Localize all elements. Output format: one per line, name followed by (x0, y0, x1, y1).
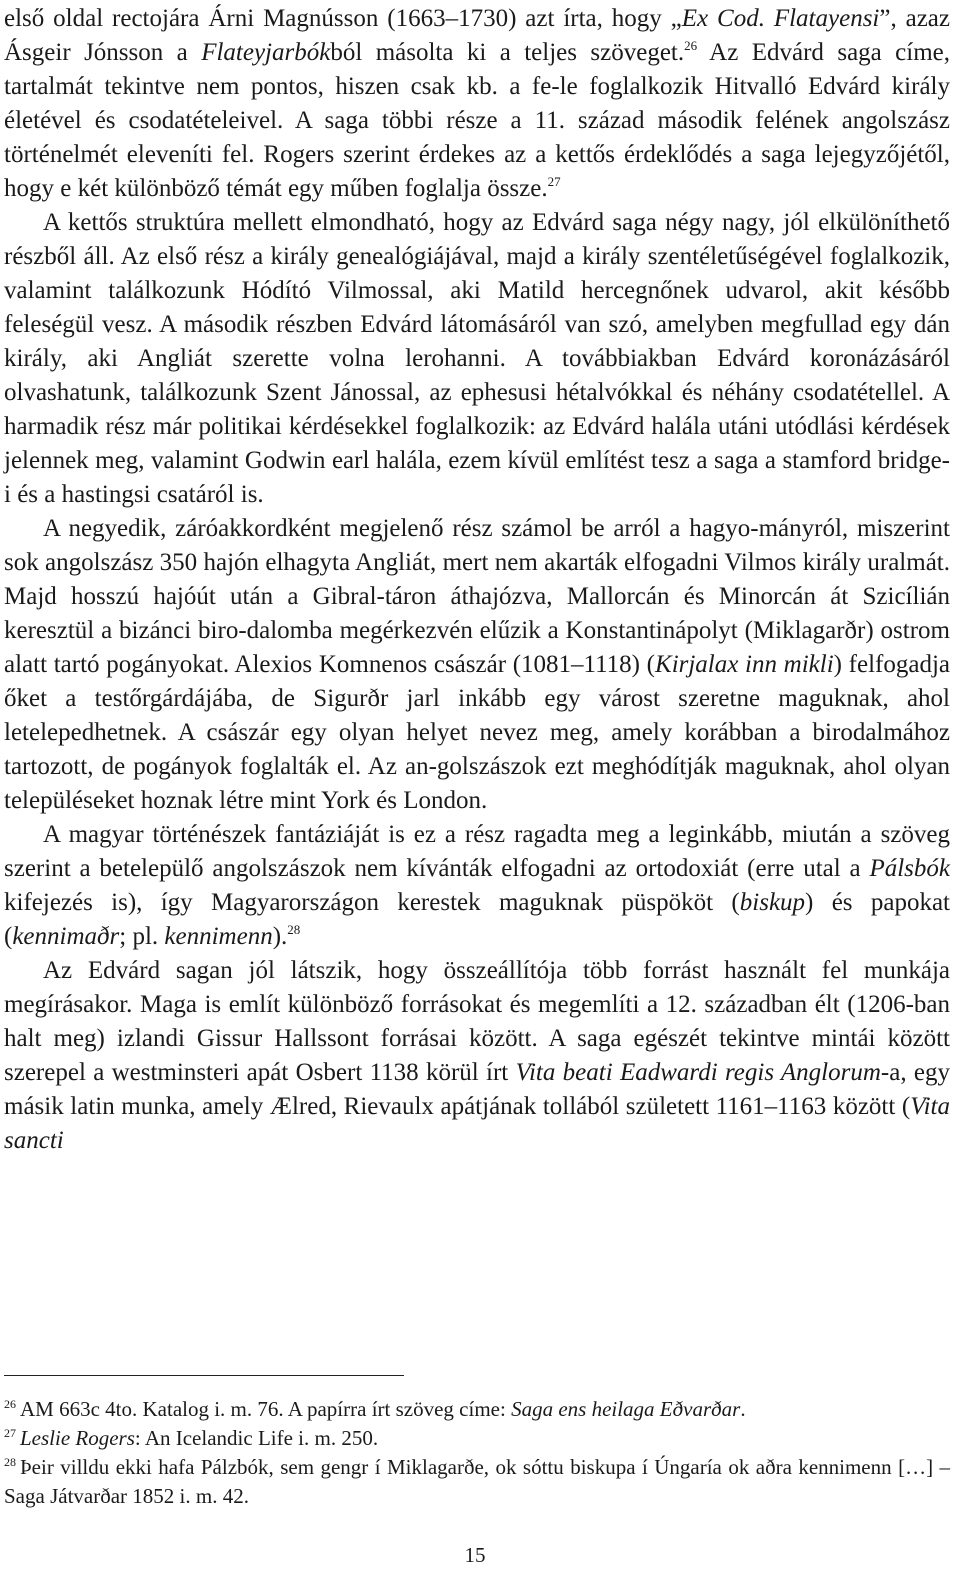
italic-run: biskup (739, 889, 806, 916)
footnote-ref-28[interactable]: 28 (287, 922, 301, 937)
page-number: 15 (464, 1543, 486, 1567)
footnote-number: 28 (4, 1455, 16, 1469)
text-run: ). (272, 923, 288, 950)
italic-run: kennimaðr (12, 923, 120, 950)
footnote-27 (4, 1424, 950, 1453)
text-run: ból másolta ki a teljes szöveget. (330, 39, 685, 66)
text-run: A negyedik, záróakkordként megjelenő rész számol be arról a hagyo-mányról, miszerint sok angolszász 350 hajón elhagyta Angliát, mert nem akarták elfogadni Vilmos király uralmát. Majd hosszú hajóút után a Gibral-táron áthajózva, Mallorcán és Minorcán át Szicílián keresztül a bizánci biro-dalomba megérkezvén elűzik a Konstantinápolyt (Miklagarðr) ostrom alatt tartó pogányokat. Alexios Komnenos császár (1081–1118) ( (4, 515, 950, 678)
footnote-ref-27[interactable]: 27 (547, 174, 561, 189)
footnote-26 (4, 1395, 950, 1424)
text-run: ) és papokat ( (4, 889, 950, 950)
text-run: első oldal rectojára Árni Magnússon (1663–1730) azt írta, hogy „ (4, 5, 682, 32)
footnote-divider (4, 1375, 404, 1376)
footnote-28 (4, 1453, 950, 1511)
italic-run: kennimenn (164, 923, 273, 950)
italic-run: Flateyjarbók (201, 39, 331, 66)
italic-run: Kirjalax inn mikli (655, 651, 834, 678)
paragraph-4 (4, 818, 950, 954)
footnote-text: Þeir villdu ekki hafa Pálzbók, sem gengr í Miklagarðe, ok sóttu biskupa í Úngaría ok aðra kennimenn […] – Saga Játvarðar 1852 i. m. 42. (4, 1455, 950, 1508)
footnote-text: . (740, 1397, 746, 1421)
text-run: ; pl. (119, 923, 165, 950)
text-run: -a, egy másik latin munka, amely Ælred, Rievaulx apátjának tollából született 1161–1163 között ( (4, 1059, 950, 1120)
italic-run: Pálsbók (869, 855, 950, 882)
footnote-italic: Saga ens heilaga Eðvarðar (511, 1397, 741, 1421)
text-run: Az Edvárd sagan jól látszik, hogy összeállítója több forrást használt fel munkája megírásakor. Maga is említ különböző forrásokat és megemlíti a 12. században élt (1206-ban halt meg) izlandi Gissur Hallssont forrásai között. A saga egészét tekintve mintái között szerepel a westminsteri apát Osbert 1138 körül írt (4, 957, 950, 1086)
main-text (4, 2, 950, 1158)
footnote-italic: Leslie Rogers (20, 1426, 135, 1450)
footnote-number: 27 (4, 1426, 16, 1440)
text-run: Az Edvárd saga címe, tartalmát tekintve nem pontos, hiszen csak kb. a fe-le foglalkozik Hitvalló Edvárd király életével és csodatételeivel. A saga többi része a 11. század második felének angolszász történelmét eleveníti fel. Rogers szerint érdekes az a kettős érdeklődés a saga lejegyzőjétől, hogy e két különböző témát egy műben foglalja össze. (4, 39, 951, 202)
footnote-text: : An Icelandic Life i. m. 250. (134, 1426, 379, 1450)
paragraph-3 (4, 512, 950, 818)
italic-run: Vita beati Eadwardi regis Anglorum (515, 1059, 881, 1086)
footnote-number: 26 (4, 1397, 16, 1411)
text-run: A magyar történészek fantáziáját is ez a rész ragadta meg a leginkább, miután a szöveg szerint a betelepülő angolszászok nem kívánták elfogadni az ortodoxiát (erre utal a (4, 821, 950, 882)
text-run: kifejezés is), így Magyarországon kerestek maguknak püspököt ( (4, 889, 740, 916)
text-run: ) felfogadja őket a testőrgárdájába, de Sigurðr jarl inkább egy várost szeretne maguknak, ahol letelepedhetnek. A császár egy olyan helyet nevez meg, amely korábban a birodalmához tartozott, de pogányok foglalták el. Az an-golszászok ezt meghódítják maguknak, ahol olyan településeket hoznak létre mint York és London. (4, 651, 950, 814)
paragraph-1 (4, 2, 950, 206)
paragraph-2: A kettős struktúra mellett elmondható, hogy az Edvárd saga négy nagy, jól elkülöníthető részből áll. Az első rész a király genealógiájával, majd a király szentéletűségével foglalkozik, valamint találkozunk Hódító Vilmossal, aki Matild hercegnőnek udvarol, akit később feleségül vesz. A második részben Edvárd látomásáról van szó, amelyben megfullad egy dán király, aki Angliát szerette volna lerohanni. A továbbiakban Edvárd koronázásáról olvashatunk, találkozunk Szent Jánossal, az ephesusi hétalvókkal és néhány csodatétellel. A harmadik rész már politikai kérdésekkel foglalkozik: az Edvárd halála utáni utódlási kérdések jelennek meg, valamint Godwin earl halála, ezem kívül említést tesz a saga a stamford bridge-i és a hastingsi csatáról is. (4, 209, 950, 508)
text-run: ”, azaz Ásgeir Jónsson a (4, 5, 950, 66)
footnotes (4, 1395, 950, 1511)
paragraph-5 (4, 954, 950, 1158)
italic-run: Vita sancti (4, 1093, 950, 1154)
footnote-text: AM 663c 4to. Katalog i. m. 76. A papírra írt szöveg címe: (20, 1397, 512, 1421)
footnote-ref-26[interactable]: 26 (684, 38, 698, 53)
italic-run: Ex Cod. Flatayensi (681, 5, 880, 32)
